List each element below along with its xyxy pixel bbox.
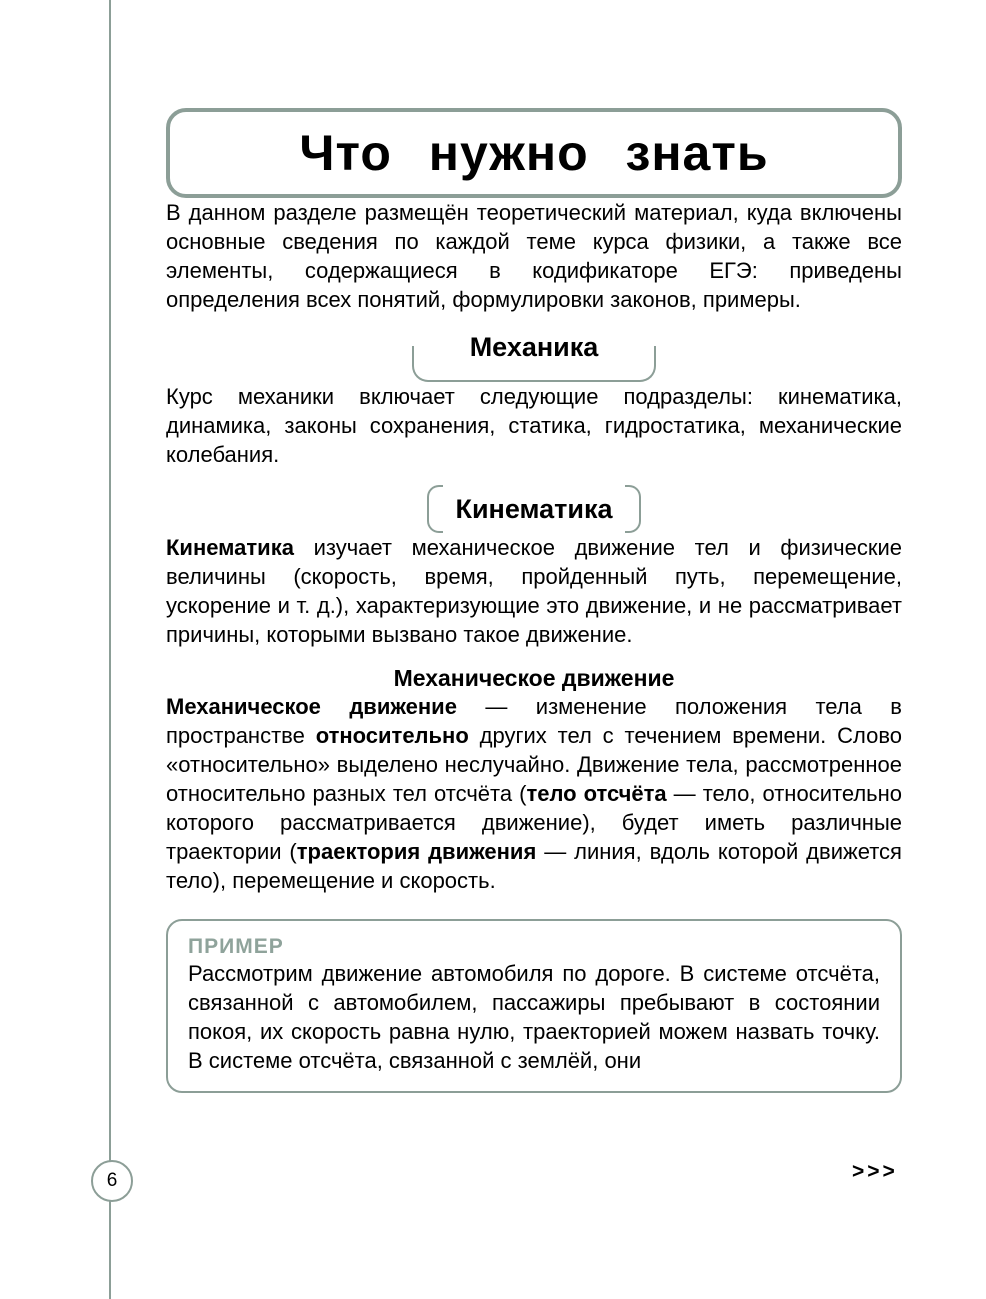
page-number-badge bbox=[91, 1160, 133, 1202]
left-margin-rule bbox=[109, 0, 111, 1299]
page-title: Что нужно знать bbox=[299, 125, 769, 181]
continuation-marker: >>> bbox=[852, 1160, 898, 1183]
example-box bbox=[166, 919, 902, 1093]
page-content bbox=[166, 0, 902, 1093]
page-number: 6 bbox=[106, 1170, 118, 1191]
mechanical-motion-paragraph: Механическое движение — изменение положения тела в пространстве относительно других тел с течением времени. Слово «относительно» выделено неслучайно. Движение тела, рассмотренное относительно разных тел отсчёта (тело отсчёта — тело, относительно которого рассматривается движение), будет иметь различные траектории (траектория движения — линия, вдоль которой движется тело), перемещение и скорость. bbox=[166, 694, 903, 893]
section-title-mechanics: Механика bbox=[469, 332, 599, 362]
section-header-kinematics bbox=[427, 485, 641, 533]
bracket-left-decoration bbox=[427, 485, 443, 533]
example-label: ПРИМЕР bbox=[188, 935, 284, 958]
intro-paragraph: В данном разделе размещён теоретический материал, куда включены основные сведения по каждой теме курса физики, а также все элементы, содержащиеся в кодификаторе ЕГЭ: приведены определения всех понятий, формулировки законов, примеры. bbox=[166, 200, 902, 312]
mechanics-paragraph: Курс механики включает следующие подразделы: кинематика, динамика, законы сохранения, статика, гидростатика, механические колебания. bbox=[166, 384, 902, 467]
title-box bbox=[166, 108, 902, 198]
kinematics-paragraph: Кинематика изучает механическое движение тел и физические величины (скорость, время, пройденный путь, перемещение, ускорение и т. д.), характеризующие это движение, и не рассматривает причины, которыми вызвано такое движение. bbox=[166, 535, 902, 647]
bracket-right-decoration bbox=[625, 485, 641, 533]
example-text: Рассмотрим движение автомобиля по дороге. В системе отсчёта, связанной с автомобилем, пассажиры пребывают в состоянии покоя, их скорость равна нулю, траекторией можем назвать точку. В системе отсчёта, связанной с землёй, они bbox=[188, 961, 880, 1073]
section-header-mechanics bbox=[412, 326, 656, 382]
section-title-kinematics: Кинематика bbox=[455, 494, 613, 524]
subheading-mechanical-motion: Механическое движение bbox=[393, 665, 675, 691]
